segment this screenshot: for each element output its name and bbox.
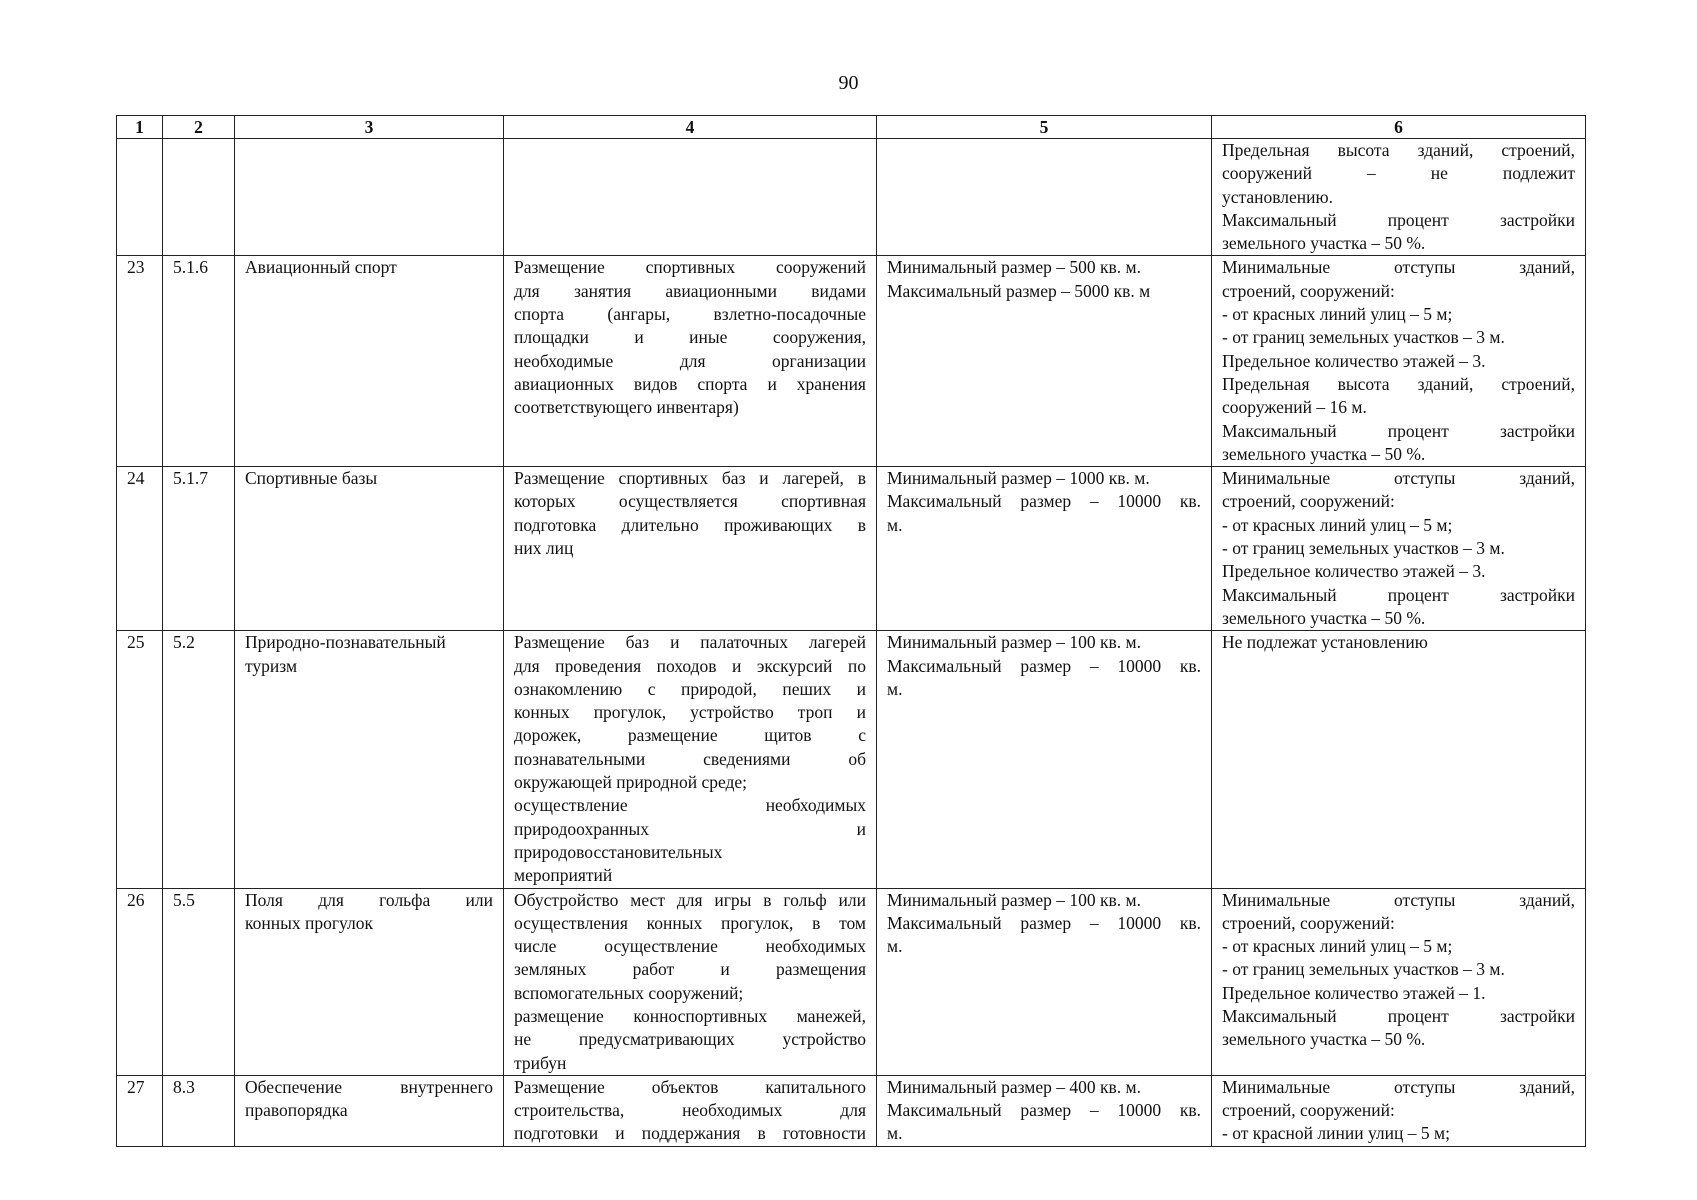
use-name-cell [235,1075,504,1146]
cell-text-line: Предельное количество этажей – 3. [1222,561,1486,582]
cell-text-line: Минимальный размер – 1000 кв. м. [887,468,1150,489]
cell-text-line: Максимальный процент застройки [1222,1005,1575,1026]
cell-text-line: строений, сооружений: [1222,280,1395,301]
plot-size-cell [877,888,1212,1075]
row-number-cell [117,888,163,1075]
row-number: 24 [127,468,145,489]
cell-text-line: Не подлежат установлению [1222,632,1428,653]
building-params-cell [1212,256,1586,467]
continuation-desc-cell [504,139,877,256]
cell-text-line: земельного участка – 50 %. [1222,1029,1426,1050]
cell-text-line: для проведения походов и экскурсий по [514,655,866,676]
row-number: 27 [127,1076,145,1097]
cell-text-line: Предельная высота зданий, строений, [1222,140,1575,160]
cell-text-line: м. [887,936,903,957]
cell-text-line: авиационных видов спорта и хранения [514,373,866,394]
row-number-cell [117,1075,163,1146]
row-number: 25 [127,632,145,653]
cell-text-line: познавательными сведениями об [514,748,866,769]
use-name-cell [235,888,504,1075]
cell-text-line: числе осуществление необходимых [514,936,866,957]
column-header-3: 3 [235,116,504,139]
cell-text-line: правопорядка [245,1100,348,1121]
cell-text-line: туризм [245,655,298,676]
row-number: 26 [127,889,145,910]
building-params-cell [1212,1075,1586,1146]
cell-text-line: м. [887,678,903,699]
cell-text-line: Обеспечение внутреннего [245,1076,493,1097]
use-description-cell [504,256,877,467]
plot-size-cell [877,467,1212,631]
cell-text-line: Минимальные отступы зданий, [1222,889,1575,910]
row-number-cell [117,256,163,467]
cell-text-line: окружающей природной среде; [514,772,748,793]
cell-text-line: Предельное количество этажей – 1. [1222,982,1486,1003]
continuation-size-cell [877,139,1212,256]
cell-text-line: Максимальный процент застройки [1222,584,1575,605]
cell-text-line: Природно-познавательный [245,632,446,653]
cell-text-line: м. [887,1123,903,1144]
cell-text-line: сооружений – 16 м. [1222,397,1367,418]
cell-text-line: конных прогулок, устройство троп и [514,702,866,723]
continuation-num-cell [117,139,163,256]
page-number: 90 [838,72,859,94]
cell-text-line: мероприятий [514,865,613,886]
use-code: 5.1.7 [173,468,208,489]
use-code: 5.5 [173,889,195,910]
cell-text-line: строительства, необходимых для [514,1100,866,1121]
cell-text-line: - от красных линий улиц – 5 м; [1222,514,1453,535]
cell-text-line: Максимальный размер – 10000 кв. [887,655,1201,676]
cell-text-line: спорта (ангары, взлетно-посадочные [514,304,866,325]
row-number-cell [117,467,163,631]
cell-text-line: Минимальный размер – 100 кв. м. [887,632,1141,653]
use-description-cell [504,467,877,631]
building-params-cell [1212,467,1586,631]
cell-text-line: - от красных линий улиц – 5 м; [1222,304,1453,325]
cell-text-line: для занятия авиационными видами [514,280,866,301]
use-code: 5.2 [173,632,195,653]
cell-text-line: м. [887,514,903,535]
cell-text-line: осуществления конных прогулок, в том [514,912,866,933]
cell-text-line: строений, сооружений: [1222,491,1395,512]
use-name-cell [235,631,504,888]
regulations-table [116,115,1586,1147]
building-params-cell [1212,888,1586,1075]
building-params-cell [1212,631,1586,888]
use-name-cell [235,256,504,467]
column-header-4: 4 [504,116,877,139]
cell-text-line: Размещение спортивных баз и лагерей, в [514,468,866,489]
cell-text-line: строений, сооружений: [1222,912,1395,933]
table-header-row [117,116,1586,139]
plot-size-cell [877,1075,1212,1146]
column-header-2: 2 [163,116,235,139]
cell-text-line: - от границ земельных участков – 3 м. [1222,327,1505,348]
cell-text-line: природоохранных и [514,818,866,839]
use-code-cell [163,467,235,631]
cell-text-line: Максимальный процент застройки [1222,209,1575,230]
cell-text-line: не предусматривающих устройство [514,1029,866,1050]
column-header-5: 5 [877,116,1212,139]
cell-text-line: - от красной линии улиц – 5 м; [1222,1123,1450,1144]
cell-text-line: земляных работ и размещения [514,959,866,980]
cell-text-line: Максимальный размер – 10000 кв. [887,491,1201,512]
plot-size-cell [877,631,1212,888]
cell-text-line: которых осуществляется спортивная [514,491,866,512]
cell-text-line: - от красных линий улиц – 5 м; [1222,936,1453,957]
cell-text-line: соответствующего инвентаря) [514,397,739,418]
cell-text-line: Спортивные базы [245,468,378,489]
cell-text-line: земельного участка – 50 %. [1222,607,1426,628]
use-code-cell [163,256,235,467]
cell-text-line: Размещение спортивных сооружений [514,257,866,278]
use-code: 8.3 [173,1076,195,1097]
cell-text-line: Обустройство мест для игры в гольф или [514,889,866,910]
cell-text-line: земельного участка – 50 %. [1222,443,1426,464]
cell-text-line: Максимальный размер – 10000 кв. [887,912,1201,933]
plot-size-cell [877,256,1212,467]
cell-text-line: Предельное количество этажей – 3. [1222,350,1486,371]
column-header-6: 6 [1212,116,1586,139]
cell-text-line: дорожек, размещение щитов с [514,725,866,746]
use-code-cell [163,888,235,1075]
cell-text-line: площадки и иные сооружения, [514,327,866,348]
cell-text-line: Минимальный размер – 100 кв. м. [887,889,1141,910]
row-number-cell [117,631,163,888]
cell-text-line: Размещение баз и палаточных лагерей [514,632,866,653]
cell-text-line: Предельная высота зданий, строений, [1222,373,1575,394]
cell-text-line: Минимальные отступы зданий, [1222,257,1575,278]
cell-text-line: трибун [514,1052,567,1073]
continuation-code-cell [163,139,235,256]
use-description-cell [504,888,877,1075]
cell-text-line: конных прогулок [245,912,373,933]
cell-text-line: установлению. [1222,186,1333,207]
cell-text-line: строений, сооружений: [1222,1100,1395,1121]
cell-text-line: Максимальный размер – 10000 кв. [887,1100,1201,1121]
cell-text-line: необходимые для организации [514,350,866,371]
use-description-cell [504,1075,877,1146]
cell-text-line: сооружений – не подлежит [1222,163,1575,184]
continuation-name-cell [235,139,504,256]
cell-text-line: Максимальный процент застройки [1222,420,1575,441]
cell-text-line: Размещение объектов капитального [514,1076,866,1097]
cell-text-line: Минимальный размер – 400 кв. м. [887,1076,1141,1097]
cell-text-line: них лиц [514,538,574,559]
cell-text-line: Максимальный размер – 5000 кв. м [887,280,1151,301]
cell-text-line: вспомогательных сооружений; [514,982,744,1003]
cell-text-line: Минимальные отступы зданий, [1222,1076,1575,1097]
cell-text-line: - от границ земельных участков – 3 м. [1222,538,1505,559]
column-header-1: 1 [117,116,163,139]
cell-text-line: подготовка длительно проживающих в [514,514,866,535]
cell-text-line: Минимальный размер – 500 кв. м. [887,257,1141,278]
table-row [117,1075,1586,1146]
cell-text-line: Минимальные отступы зданий, [1222,468,1575,489]
cell-text-line: природовосстановительных [514,841,723,862]
table-row [117,631,1586,888]
use-code-cell [163,631,235,888]
use-description-cell [504,631,877,888]
cell-text-line: - от границ земельных участков – 3 м. [1222,959,1505,980]
row-number: 23 [127,257,145,278]
cell-text-line: осуществление необходимых [514,795,866,816]
cell-text-line: земельного участка – 50 %. [1222,233,1426,254]
cell-text-line: размещение конноспортивных манежей, [514,1005,866,1026]
cell-text-line: подготовки и поддержания в готовности [514,1123,866,1144]
table-row [117,256,1586,467]
use-name-cell [235,467,504,631]
table-row [117,888,1586,1075]
table-row [117,467,1586,631]
cell-text-line: ознакомлению с природой, пеших и [514,678,866,699]
cell-text-line: Поля для гольфа или [245,889,493,910]
continuation-row [117,139,1586,256]
use-code-cell [163,1075,235,1146]
use-code: 5.1.6 [173,257,208,278]
cell-text-line: Авиационный спорт [245,257,397,278]
continuation-params-cell [1212,139,1586,256]
